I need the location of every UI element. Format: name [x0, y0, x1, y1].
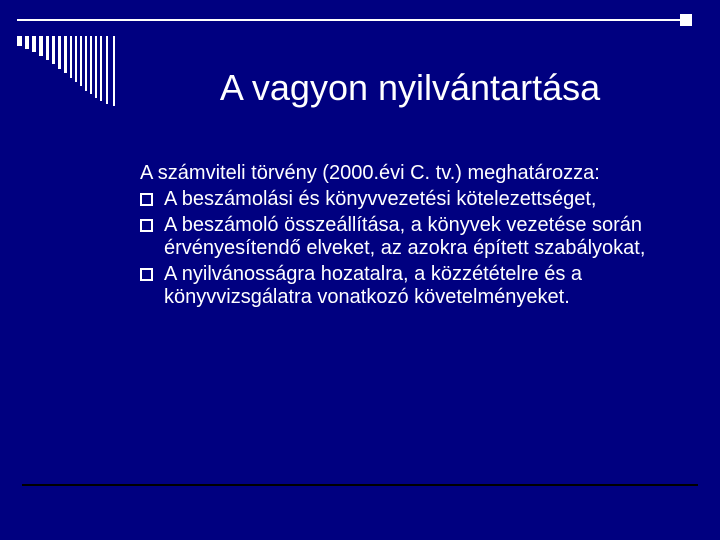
bullet-list: [140, 188, 700, 309]
bullet-text: A nyilvánosságra hozatalra, a közzétételre és a könyvvizsgálatra vonatkozó követelményeket.: [164, 263, 583, 308]
hollow-square-icon: [140, 268, 153, 281]
slide-body: [140, 162, 700, 309]
hollow-square-icon: [140, 219, 153, 232]
list-item: [140, 214, 700, 260]
bottom-divider: [22, 484, 698, 486]
list-item: [140, 188, 700, 211]
bullet-text: A beszámoló összeállítása, a könyvek vezetése során érvényesítendő elveket, az azokra épített szabályokat,: [164, 214, 646, 259]
bullet-text: A beszámolási és könyvvezetési kötelezettséget,: [164, 188, 597, 210]
hollow-square-icon: [140, 193, 153, 206]
intro-text: A számviteli törvény (2000.évi C. tv.) meghatározza:: [140, 162, 600, 184]
list-item: [140, 263, 700, 309]
slide-title: A vagyon nyilvántartása: [219, 67, 601, 108]
